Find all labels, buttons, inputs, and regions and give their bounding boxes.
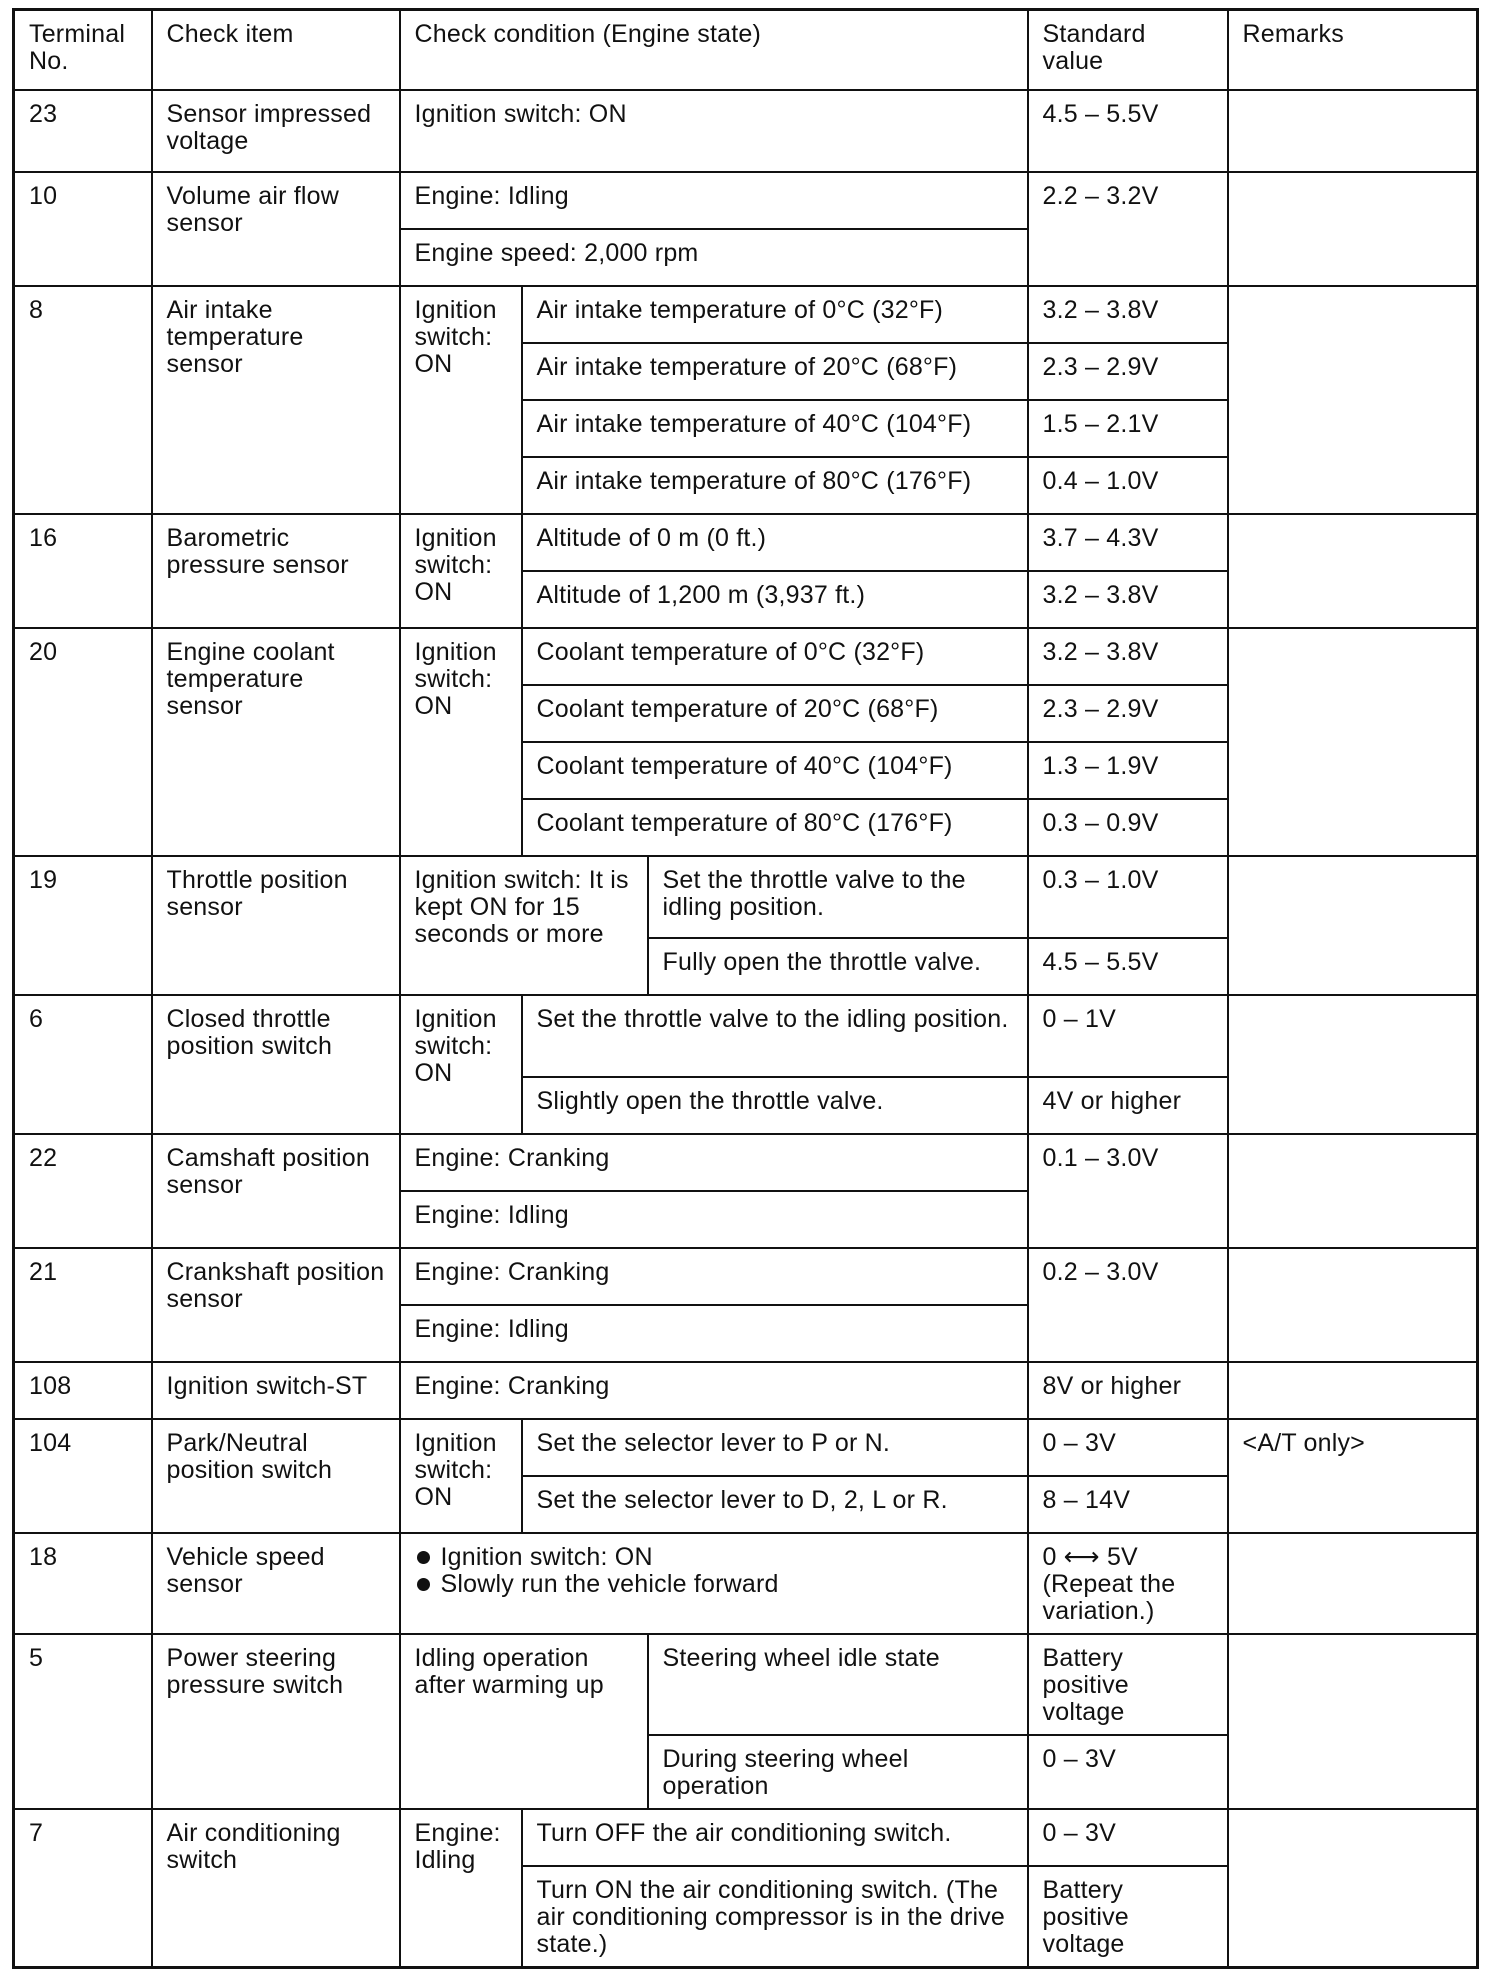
terminal-number: 18 bbox=[14, 1533, 152, 1634]
standard-value: 3.2 – 3.8V bbox=[1028, 571, 1228, 628]
sub-condition: Air intake temperature of 20°C (68°F) bbox=[522, 343, 1028, 400]
check-item: Throttle position sensor bbox=[152, 856, 400, 995]
standard-value: 3.2 – 3.8V bbox=[1028, 286, 1228, 343]
table-row bbox=[14, 1809, 1478, 1866]
check-item: Engine coolant temperature sensor bbox=[152, 628, 400, 856]
condition-group: Ignition switch: It is kept ON for 15 seconds or more bbox=[400, 856, 648, 995]
sub-condition: Fully open the throttle valve. bbox=[648, 938, 1028, 995]
sub-condition: Coolant temperature of 20°C (68°F) bbox=[522, 685, 1028, 742]
terminal-number: 7 bbox=[14, 1809, 152, 1968]
standard-value: 1.5 – 2.1V bbox=[1028, 400, 1228, 457]
table-row bbox=[14, 90, 1478, 172]
table-row bbox=[14, 286, 1478, 343]
table-row bbox=[14, 1533, 1478, 1634]
standard-value: 0 ⟷ 5V (Repeat the variation.) bbox=[1028, 1533, 1228, 1634]
standard-value: 2.3 – 2.9V bbox=[1028, 685, 1228, 742]
terminal-number: 19 bbox=[14, 856, 152, 995]
standard-value: Battery positive voltage bbox=[1028, 1866, 1228, 1968]
sub-condition: Turn OFF the air conditioning switch. bbox=[522, 1809, 1028, 1866]
check-condition: Engine: Cranking bbox=[400, 1248, 1028, 1305]
condition-group: Idling operation after warming up bbox=[400, 1634, 648, 1809]
header-check-condition: Check condition (Engine state) bbox=[400, 10, 1028, 91]
check-condition: Engine: Idling bbox=[400, 1305, 1028, 1362]
check-item: Power steering pressure switch bbox=[152, 1634, 400, 1809]
condition-bullet: Slowly run the vehicle forward bbox=[415, 1571, 1013, 1598]
remarks-cell bbox=[1228, 995, 1478, 1134]
sub-condition: Turn ON the air conditioning switch. (The air conditioning compressor is in the drive state.) bbox=[522, 1866, 1028, 1968]
terminal-number: 10 bbox=[14, 172, 152, 286]
standard-value: 0.3 – 1.0V bbox=[1028, 856, 1228, 938]
standard-value: 8V or higher bbox=[1028, 1362, 1228, 1419]
header-row bbox=[14, 10, 1478, 91]
terminal-check-table bbox=[12, 8, 1479, 1969]
check-condition: Engine speed: 2,000 rpm bbox=[400, 229, 1028, 286]
terminal-number: 8 bbox=[14, 286, 152, 514]
table-row bbox=[14, 628, 1478, 685]
standard-value: 1.3 – 1.9V bbox=[1028, 742, 1228, 799]
terminal-number: 21 bbox=[14, 1248, 152, 1362]
sub-condition: Coolant temperature of 0°C (32°F) bbox=[522, 628, 1028, 685]
check-item: Air conditioning switch bbox=[152, 1809, 400, 1968]
remarks-cell bbox=[1228, 90, 1478, 172]
remarks-cell bbox=[1228, 286, 1478, 514]
standard-value: 2.2 – 3.2V bbox=[1028, 172, 1228, 286]
check-item: Ignition switch-ST bbox=[152, 1362, 400, 1419]
sub-condition: Coolant temperature of 40°C (104°F) bbox=[522, 742, 1028, 799]
check-condition: Engine: Cranking bbox=[400, 1134, 1028, 1191]
standard-value: 0 – 3V bbox=[1028, 1419, 1228, 1476]
table-row bbox=[14, 172, 1478, 229]
terminal-number: 23 bbox=[14, 90, 152, 172]
standard-value: 0 – 3V bbox=[1028, 1809, 1228, 1866]
terminal-number: 22 bbox=[14, 1134, 152, 1248]
check-condition: Engine: Idling bbox=[400, 172, 1028, 229]
check-item: Crankshaft position sensor bbox=[152, 1248, 400, 1362]
remarks-cell bbox=[1228, 1634, 1478, 1809]
standard-value: 0.3 – 0.9V bbox=[1028, 799, 1228, 856]
remarks-cell bbox=[1228, 1809, 1478, 1968]
header-standard-value: Standard value bbox=[1028, 10, 1228, 91]
terminal-number: 6 bbox=[14, 995, 152, 1134]
inspection-page bbox=[12, 8, 1476, 1969]
terminal-number: 16 bbox=[14, 514, 152, 628]
standard-value: 4.5 – 5.5V bbox=[1028, 90, 1228, 172]
sub-condition: Air intake temperature of 0°C (32°F) bbox=[522, 286, 1028, 343]
standard-value: 3.7 – 4.3V bbox=[1028, 514, 1228, 571]
remarks-cell bbox=[1228, 856, 1478, 995]
terminal-number: 5 bbox=[14, 1634, 152, 1809]
sub-condition: Set the selector lever to D, 2, L or R. bbox=[522, 1476, 1028, 1533]
standard-value: 2.3 – 2.9V bbox=[1028, 343, 1228, 400]
standard-value: 0 – 1V bbox=[1028, 995, 1228, 1077]
sub-condition: Coolant temperature of 80°C (176°F) bbox=[522, 799, 1028, 856]
standard-value: 4V or higher bbox=[1028, 1077, 1228, 1134]
check-item: Closed throttle position switch bbox=[152, 995, 400, 1134]
check-condition: Ignition switch: ON bbox=[400, 90, 1028, 172]
standard-value: 3.2 – 3.8V bbox=[1028, 628, 1228, 685]
header-terminal: Terminal No. bbox=[14, 10, 152, 91]
remarks-cell bbox=[1228, 514, 1478, 628]
check-item: Sensor impressed voltage bbox=[152, 90, 400, 172]
table-row bbox=[14, 995, 1478, 1077]
sub-condition: Air intake temperature of 40°C (104°F) bbox=[522, 400, 1028, 457]
remarks-cell bbox=[1228, 1362, 1478, 1419]
table-row bbox=[14, 856, 1478, 938]
table-row bbox=[14, 1248, 1478, 1305]
check-condition: Engine: Cranking bbox=[400, 1362, 1028, 1419]
condition-group: Engine: Idling bbox=[400, 1809, 522, 1968]
condition-group: Ignition switch: ON bbox=[400, 628, 522, 856]
table-row bbox=[14, 514, 1478, 571]
standard-value: 8 – 14V bbox=[1028, 1476, 1228, 1533]
check-item: Park/Neutral position switch bbox=[152, 1419, 400, 1533]
remarks-cell bbox=[1228, 1248, 1478, 1362]
standard-value: 0.1 – 3.0V bbox=[1028, 1134, 1228, 1248]
remarks-cell bbox=[1228, 628, 1478, 856]
standard-value: 0.4 – 1.0V bbox=[1028, 457, 1228, 514]
condition-group: Ignition switch: ON bbox=[400, 995, 522, 1134]
sub-condition: Air intake temperature of 80°C (176°F) bbox=[522, 457, 1028, 514]
condition-group: Ignition switch: ON bbox=[400, 514, 522, 628]
check-condition bbox=[400, 1533, 1028, 1634]
check-item: Air intake temperature sensor bbox=[152, 286, 400, 514]
check-item: Volume air flow sensor bbox=[152, 172, 400, 286]
sub-condition: Slightly open the throttle valve. bbox=[522, 1077, 1028, 1134]
table-row bbox=[14, 1419, 1478, 1476]
sub-condition: During steering wheel operation bbox=[648, 1735, 1028, 1809]
remarks-cell bbox=[1228, 172, 1478, 286]
table-row bbox=[14, 1362, 1478, 1419]
header-remarks: Remarks bbox=[1228, 10, 1478, 91]
check-item: Vehicle speed sensor bbox=[152, 1533, 400, 1634]
sub-condition: Set the throttle valve to the idling position. bbox=[522, 995, 1028, 1077]
sub-condition: Altitude of 1,200 m (3,937 ft.) bbox=[522, 571, 1028, 628]
terminal-number: 104 bbox=[14, 1419, 152, 1533]
remarks-cell: <A/T only> bbox=[1228, 1419, 1478, 1533]
sub-condition: Steering wheel idle state bbox=[648, 1634, 1028, 1735]
table-row bbox=[14, 1134, 1478, 1191]
sub-condition: Set the throttle valve to the idling position. bbox=[648, 856, 1028, 938]
terminal-number: 108 bbox=[14, 1362, 152, 1419]
sub-condition: Altitude of 0 m (0 ft.) bbox=[522, 514, 1028, 571]
header-check-item: Check item bbox=[152, 10, 400, 91]
standard-value: 4.5 – 5.5V bbox=[1028, 938, 1228, 995]
terminal-number: 20 bbox=[14, 628, 152, 856]
condition-bullet-list bbox=[415, 1544, 1013, 1598]
sub-condition: Set the selector lever to P or N. bbox=[522, 1419, 1028, 1476]
remarks-cell bbox=[1228, 1134, 1478, 1248]
standard-value: 0 – 3V bbox=[1028, 1735, 1228, 1809]
remarks-cell bbox=[1228, 1533, 1478, 1634]
check-item: Camshaft position sensor bbox=[152, 1134, 400, 1248]
condition-group: Ignition switch: ON bbox=[400, 1419, 522, 1533]
condition-group: Ignition switch: ON bbox=[400, 286, 522, 514]
table-row bbox=[14, 1634, 1478, 1735]
standard-value: 0.2 – 3.0V bbox=[1028, 1248, 1228, 1362]
condition-bullet: Ignition switch: ON bbox=[415, 1544, 1013, 1571]
standard-value: Battery positive voltage bbox=[1028, 1634, 1228, 1735]
check-condition: Engine: Idling bbox=[400, 1191, 1028, 1248]
check-item: Barometric pressure sensor bbox=[152, 514, 400, 628]
